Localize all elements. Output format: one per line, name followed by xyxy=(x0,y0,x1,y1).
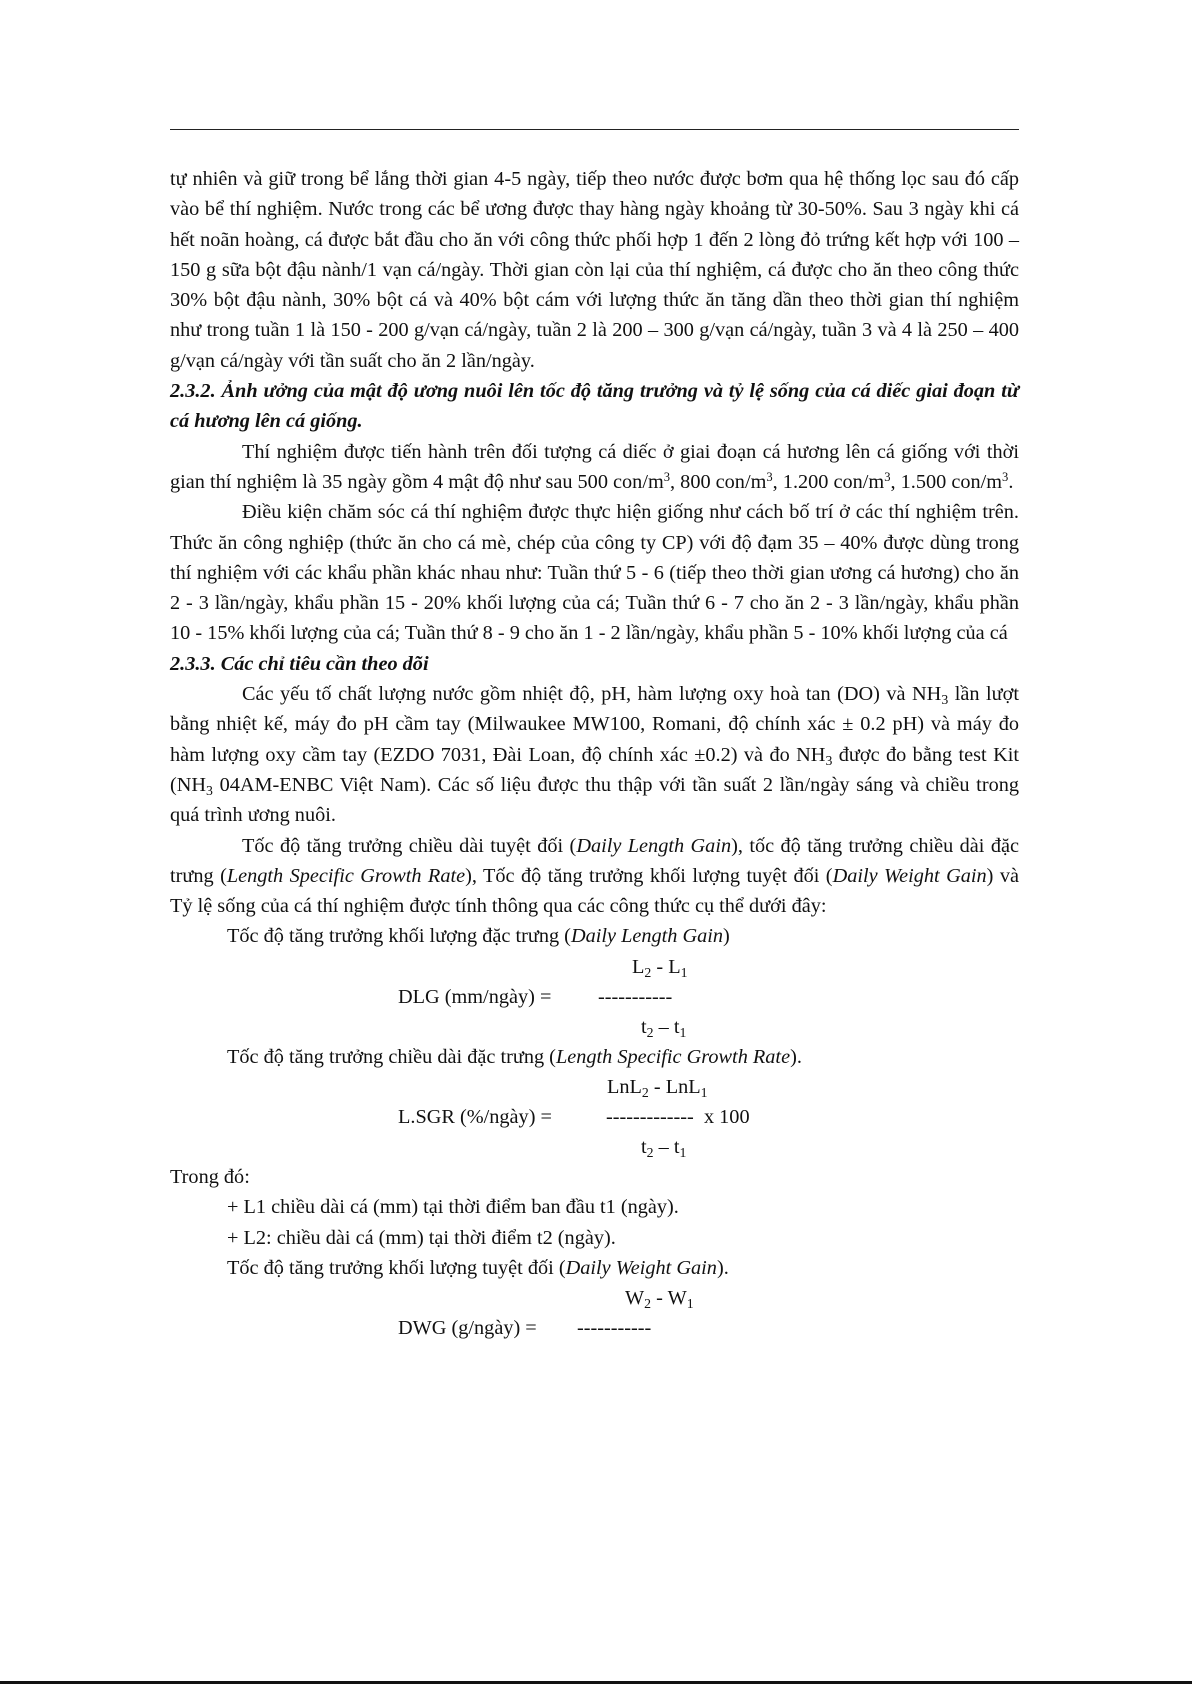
dlg-denominator: $t_2 - t_1$ xyxy=(641,1015,687,1040)
definition-l1: + L1 chiều dài cá (mm) tại thời điểm ban đầu t1 (ngày). xyxy=(227,1196,679,1219)
dlg-caption: Tốc độ tăng trưởng khối lượng đặc trưng (Daily Length Gain) xyxy=(227,925,730,948)
dlg-fraction-bar: ----------- xyxy=(598,985,673,1008)
heading-2-3-2: 2.3.2. Ảnh ưởng của mật độ ương nuôi lên tốc độ tăng trưởng và tỷ lệ sống của cá diếc giai đoạn từ cá hương lên cá giống. xyxy=(170,380,1019,433)
sgr-numerator: LnL$_2$ - LnL$_1$ xyxy=(607,1076,708,1100)
dwg-fraction-bar: ----------- xyxy=(577,1317,652,1340)
header-rule xyxy=(170,129,1019,130)
dlg-formula xyxy=(170,952,1019,1042)
dwg-formula xyxy=(170,1283,1019,1343)
paragraph-intro: tự nhiên và giữ trong bể lắng thời gian 4-5 ngày, tiếp theo nước được bơm qua hệ thống lọc sau đó cấp vào bể thí nghiệm. Nước trong các bể ương được thay hàng ngày khoảng từ 30-50%. Sau 3 ngày khi cá hết noãn hoàng, cá được bắt đầu cho ăn với công thức phối hợp 1 đến 2 lòng đỏ trứng kết hợp với 100 – 150 g sữa bột đậu nành/1 vạn cá/ngày. Thời gian còn lại của thí nghiệm, cá được cho ăn theo công thức 30% bột đậu nành, 30% bột cá và 40% bột cám với lượng thức ăn tăng dần theo thời gian thí nghiệm như trong tuần 1 là 150 - 200 g/vạn cá/ngày, tuần 2 là 200 – 300 g/vạn cá/ngày, tuần 3 và 4 là 250 – 400 g/vạn cá/ngày với tần suất cho ăn 2 lần/ngày. xyxy=(170,168,1019,372)
paragraph-growth-metrics: Tốc độ tăng trưởng chiều dài tuyệt đối (Daily Length Gain), tốc độ tăng trưởng chiều dài đặc trưng (Length Specific Growth Rate), Tốc độ tăng trưởng khối lượng tuyệt đối (Daily Weight Gain) và Tỷ lệ sống của cá thí nghiệm được tính thông qua các công thức cụ thể dưới đây: xyxy=(170,834,1019,918)
paragraph-water-quality: Các yếu tố chất lượng nước gồm nhiệt độ, pH, hàm lượng oxy hoà tan (DO) và $NH_3$ lần lượt bằng nhiệt kế, máy đo pH cầm tay (Milwaukee MW100, Romani, độ chính xác ± 0.2 pH) và máy đo hàm lượng oxy cầm tay (EZDO 7031, Đài Loan, độ chính xác ±0.2) và đo $NH_3$ được đo bằng test Kit ($NH_3$ 04AM-ENBC Việt Nam). Các số liệu được thu thập với tần suất 2 lần/ngày sáng và chiều trong quá trình ương nuôi. xyxy=(170,683,1020,827)
sgr-fraction-bar: ------------- x 100 xyxy=(606,1106,750,1129)
definition-l2: + L2: chiều dài cá (mm) tại thời điểm t2 (ngày). xyxy=(227,1226,616,1249)
dwg-lhs: DWG (g/ngày) = xyxy=(398,1317,537,1340)
dwg-numerator: $W_2 - W_1$ xyxy=(625,1287,694,1312)
paragraph-density-experiment: Thí nghiệm được tiến hành trên đối tượng cá diếc ở giai đoạn cá hương lên cá giống với thời gian thí nghiệm là 35 ngày gồm 4 mật độ như sau 500 con/$m^3$, 800 con/$m^3$, 1.200 con/$m^3$, 1.500 con/$m^3$. xyxy=(170,440,1019,493)
sgr-caption: Tốc độ tăng trưởng chiều dài đặc trưng (Length Specific Growth Rate). xyxy=(227,1045,802,1068)
trong-do-label: Trong đó: xyxy=(170,1166,250,1189)
sgr-lhs: L.SGR (%/ngày) = xyxy=(398,1106,552,1129)
dlg-numerator: $L_2 - L_1$ xyxy=(632,955,688,980)
page-body xyxy=(170,164,1019,1343)
dwg-caption: Tốc độ tăng trưởng khối lượng tuyệt đối (Daily Weight Gain). xyxy=(227,1256,729,1279)
sgr-denominator: $t_2 - t_1$ xyxy=(641,1136,687,1160)
heading-2-3-3: 2.3.3. Các chỉ tiêu cần theo dõi xyxy=(170,652,429,675)
footer-edge-rule xyxy=(0,1681,1192,1684)
dlg-lhs: DLG (mm/ngày) = xyxy=(398,985,552,1008)
paragraph-feeding-conditions: Điều kiện chăm sóc cá thí nghiệm được thực hiện giống như cách bố trí ở các thí nghiệm trên. Thức ăn công nghiệp (thức ăn cho cá mè, chép của công ty CP) với độ đạm 35 – 40% được dùng trong thí nghiệm với các khẩu phần khác nhau như: Tuần thứ 5 - 6 (tiếp theo thời gian ương cá hương) cho ăn 2 - 3 lần/ngày, khẩu phần 15 - 20% khối lượng của cá; Tuần thứ 6 - 7 cho ăn 2 - 3 lần/ngày, khẩu phần 10 - 15% khối lượng của cá; Tuần thứ 8 - 9 cho ăn 1 - 2 lần/ngày, khẩu phần 5 - 10% khối lượng của cá xyxy=(170,501,1019,645)
sgr-formula xyxy=(170,1072,1019,1162)
